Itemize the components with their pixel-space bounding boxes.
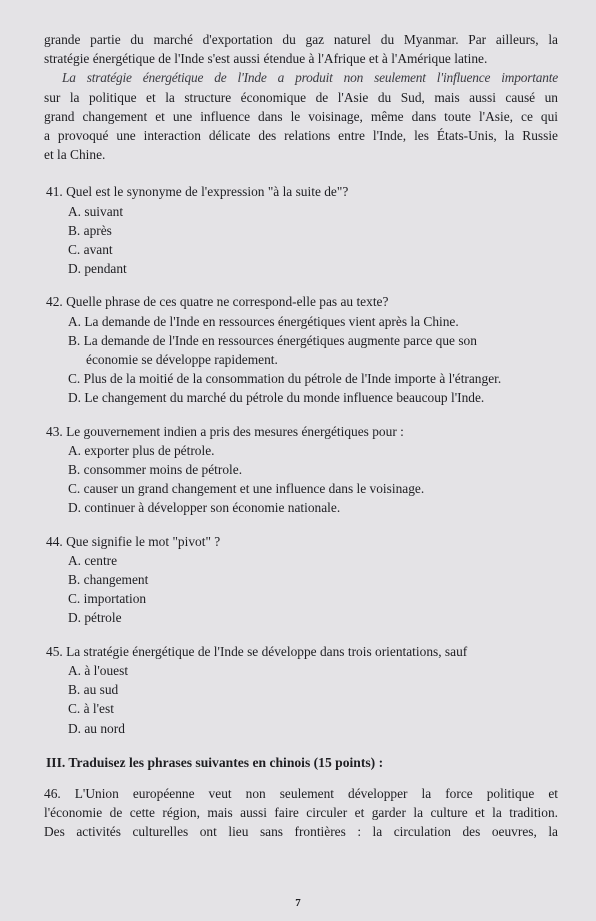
question-text: 42. Quelle phrase de ces quatre ne correspond-elle pas au texte? — [46, 294, 389, 310]
question-42 — [44, 292, 558, 407]
option-d: D. pétrole — [68, 610, 122, 626]
option-b-text: B. La demande de l'Inde en ressources énergétiques augmente parce que son — [68, 332, 477, 348]
intro-line: La stratégie énergétique de l'Inde a produit non seulement l'influence importante — [62, 70, 558, 86]
question-44 — [44, 532, 558, 628]
option-d: D. Le changement du marché du pétrole du monde influence beaucoup l'Inde. — [68, 390, 485, 406]
option-c: C. avant — [68, 242, 113, 258]
option-a: A. exporter plus de pétrole. — [68, 442, 215, 458]
intro-line: a provoqué une interaction délicate des relations entre l'Inde, les États-Unis, la Russie — [44, 128, 558, 144]
question-43 — [44, 422, 558, 518]
question-46 — [44, 784, 558, 842]
intro-paragraph — [44, 30, 558, 164]
options-list — [44, 551, 558, 628]
intro-line: grand changement et une influence dans le voisinage, même dans toute l'Asie, ce qui — [44, 108, 558, 124]
question-45 — [44, 642, 558, 738]
section-title: III. Traduisez les phrases suivantes en chinois (15 points) : — [46, 754, 384, 770]
intro-line: sur la politique et la structure économique de l'Asie du Sud, mais aussi causé un — [44, 89, 558, 105]
intro-line: grande partie du marché d'exportation du gaz naturel du Myanmar. Par ailleurs, la — [44, 32, 558, 47]
option-a: A. centre — [68, 552, 118, 568]
q46-line: Des activités culturelles ont lieu sans frontières : la circulation des oeuvres, la — [44, 824, 558, 840]
option-b: B. consommer moins de pétrole. — [68, 462, 243, 478]
page-number: 7 — [295, 897, 301, 909]
question-text: 44. Que signifie le mot "pivot" ? — [46, 533, 221, 549]
option-b: B. changement — [68, 572, 149, 588]
option-a: A. à l'ouest — [68, 662, 129, 678]
q46-line: 46. L'Union européenne veut non seulement développer la force politique et — [44, 785, 558, 801]
option-a: A. suivant — [68, 203, 124, 219]
question-text: 41. Quel est le synonyme de l'expression "à la suite de"? — [46, 184, 349, 200]
option-c: C. causer un grand changement et une influence dans le voisinage. — [68, 481, 425, 497]
intro-line: et la Chine. — [44, 147, 106, 163]
options-list — [44, 312, 558, 408]
option-b-continuation: économie se développe rapidement. — [86, 352, 278, 368]
option-d: D. au nord — [68, 720, 125, 736]
option-d: D. pendant — [68, 261, 127, 277]
option-c: C. à l'est — [68, 701, 114, 717]
option-b: B. au sud — [68, 682, 119, 698]
question-text: 45. La stratégie énergétique de l'Inde se développe dans trois orientations, sauf — [46, 643, 468, 659]
option-b — [44, 331, 558, 369]
options-list — [44, 661, 558, 738]
intro-line: stratégie énergétique de l'Inde s'est aussi étendue à l'Afrique et à l'Amérique latine. — [44, 51, 488, 67]
question-text: 43. Le gouvernement indien a pris des mesures énergétiques pour : — [46, 423, 404, 439]
option-a: A. La demande de l'Inde en ressources énergétiques vient après la Chine. — [68, 313, 459, 329]
option-c: C. Plus de la moitié de la consommation du pétrole de l'Inde importe à l'étranger. — [68, 371, 502, 387]
options-list — [44, 202, 558, 279]
question-41 — [44, 182, 558, 278]
options-list — [44, 441, 558, 518]
option-c: C. importation — [68, 591, 147, 607]
option-d: D. continuer à développer son économie nationale. — [68, 500, 341, 516]
option-b: B. après — [68, 222, 112, 238]
q46-line: l'économie de cette région, mais aussi faire circuler et garder la culture et la tradition. — [44, 804, 558, 820]
